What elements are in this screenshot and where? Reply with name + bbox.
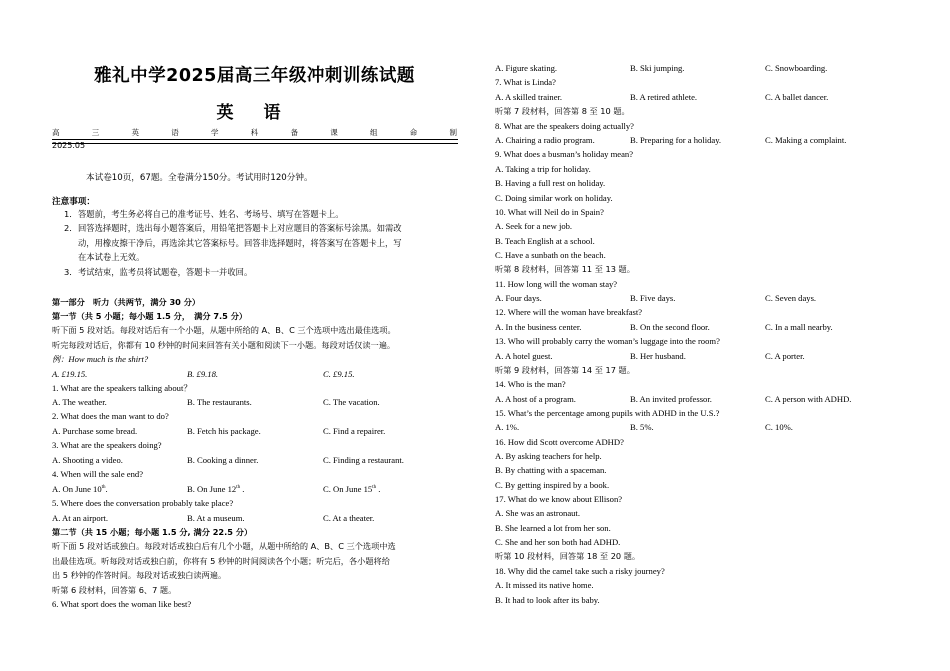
option-6c: C. Snowboarding.	[765, 63, 828, 73]
option-text: A. On June 10	[52, 484, 102, 494]
option-7c: C. A ballet dancer.	[765, 92, 829, 102]
ordinal-suffix: th	[236, 485, 241, 491]
question-14: 14. Who is the man?	[495, 379, 566, 389]
option-14c: C. A person with ADHD.	[765, 394, 852, 404]
option-10c: C. Have a sunbath on the beach.	[495, 250, 606, 260]
section1-instruction: 听完每段对话后，你都有 10 秒钟的时间来回答有关小题和阅读下一小题。每段对话仅读一遍。	[52, 340, 396, 350]
option-6a: A. Figure skating.	[495, 63, 558, 73]
question-12: 12. Where will the woman have breakfast?	[495, 307, 643, 317]
option-3c: C. Finding a restaurant.	[323, 455, 404, 465]
option-2b: B. Fetch his package.	[187, 426, 261, 436]
section1-instruction: 听下面 5 段对话。每段对话后有一个小题，从题中所给的 A、B、C 三个选项中选出最佳选项。	[52, 325, 396, 335]
question-4: 4. When will the sale end?	[52, 469, 144, 479]
question-9: 9. What does a busman’s holiday mean?	[495, 149, 634, 159]
question-1: 1. What are the speakers talking about？	[52, 383, 192, 393]
option-1b: B. The restaurants.	[187, 397, 252, 407]
notes-title: 注意事项：	[52, 197, 95, 207]
committee-char: 制	[449, 128, 457, 137]
option-5b: B. At a museum.	[187, 513, 245, 523]
example-option-b: B. £9.18.	[187, 369, 219, 379]
question-6: 6. What sport does the woman like best?	[52, 599, 192, 609]
section2-instruction: 出最佳选项。听每段对话或独白前，你将有 5 秒钟的时间阅读各个小题；听完后，各小题将给	[52, 556, 390, 566]
option-12c: C. In a mall nearby.	[765, 322, 833, 332]
note-item	[64, 207, 460, 222]
option-7a: A. A skilled trainer.	[495, 92, 563, 102]
option-8c: C. Making a complaint.	[765, 135, 847, 145]
header-rule-bottom	[52, 143, 458, 144]
option-11c: C. Seven days.	[765, 293, 817, 303]
option-4b	[187, 483, 244, 495]
committee-char: 课	[330, 128, 338, 137]
option-17c: C. She and her son both had ADHD.	[495, 537, 621, 547]
question-2: 2. What does the man want to do?	[52, 411, 169, 421]
option-1a: A. The weather.	[52, 397, 107, 407]
option-8a: A. Chairing a radio program.	[495, 135, 595, 145]
committee-char: 三	[91, 128, 100, 137]
option-11b: B. Five days.	[630, 293, 676, 303]
option-4c	[323, 483, 380, 495]
section2-instruction: 听下面 5 段对话或独白。每段对话或独白后有几个小题，从题中所给的 A、B、C 三个选项中选	[52, 541, 396, 551]
option-1c: C. The vacation.	[323, 397, 380, 407]
option-6b: B. Ski jumping.	[630, 63, 685, 73]
option-2a: A. Purchase some bread.	[52, 426, 138, 436]
question-16: 16. How did Scott overcome ADHD?	[495, 437, 624, 447]
material-8-heading: 听第 8 段材料，回答第 11 至 13 题。	[495, 264, 635, 274]
note-number: 2．	[64, 223, 78, 233]
part1-title: 第一部分 听力（共两节，满分 30 分）	[52, 297, 201, 307]
option-5c: C. At a theater.	[323, 513, 375, 523]
note-number: 1．	[64, 209, 78, 219]
option-text: B. On June 12	[187, 484, 237, 494]
option-13a: A. A hotel guest.	[495, 351, 553, 361]
question-15: 15. What’s the percentage among pupils with ADHD in the U.S.?	[495, 408, 720, 418]
option-16b: B. By chatting with a spaceman.	[495, 465, 607, 475]
note-number: 3．	[64, 267, 78, 277]
section1-title: 第一节（共 5 小题；每小题 1.5 分， 满分 7.5 分）	[52, 311, 248, 321]
material-6-heading: 听第 6 段材料，回答第 6、7 题。	[52, 585, 177, 595]
note-item	[64, 265, 460, 280]
option-9a: A. Taking a trip for holiday.	[495, 164, 591, 174]
option-end: .	[242, 484, 245, 494]
question-10: 10. What will Neil do in Spain?	[495, 207, 604, 217]
option-12b: B. On the second floor.	[630, 322, 710, 332]
committee-char: 备	[290, 128, 298, 137]
option-15c: C. 10%.	[765, 422, 793, 432]
option-13c: C. A porter.	[765, 351, 805, 361]
material-10-heading: 听第 10 段材料，回答第 18 至 20 题。	[495, 551, 641, 561]
option-15a: A. 1%.	[495, 422, 520, 432]
option-12a: A. In the business center.	[495, 322, 582, 332]
note-text: 在本试卷上无效。	[78, 252, 145, 262]
option-11a: A. Four days.	[495, 293, 542, 303]
exam-intro: 本试卷10页，67题。全卷满分150分。考试用时120分钟。	[86, 173, 313, 183]
question-3: 3. What are the speakers doing?	[52, 440, 162, 450]
question-8: 8. What are the speakers doing actually?	[495, 121, 634, 131]
committee-char: 科	[250, 128, 259, 137]
material-7-heading: 听第 7 段材料，回答第 8 至 10 题。	[495, 106, 630, 116]
example-label: 例：	[52, 354, 69, 364]
note-item	[64, 221, 460, 265]
committee-char: 学	[211, 128, 219, 137]
material-9-heading: 听第 9 段材料，回答第 14 至 17 题。	[495, 365, 635, 375]
question-13: 13. Who will probably carry the woman’s luggage into the room?	[495, 336, 720, 346]
option-9b: B. Having a full rest on holiday.	[495, 178, 606, 188]
committee-char: 英	[131, 128, 139, 137]
option-14b: B. An invited professor.	[630, 394, 712, 404]
committee-char: 组	[370, 128, 378, 137]
section2-title: 第二节（共 15 小题；每小题 1.5 分, 满分 22.5 分）	[52, 527, 253, 537]
option-13b: B. Her husband.	[630, 351, 686, 361]
question-18: 18. Why did the camel take such a risky journey?	[495, 566, 665, 576]
example-option-a: A. £19.15.	[52, 369, 88, 379]
option-15b: B. 5%.	[630, 422, 654, 432]
option-7b: B. A retired athlete.	[630, 92, 698, 102]
question-5: 5. Where does the conversation probably take place?	[52, 498, 234, 508]
note-text: 回答选择题时，选出每小题答案后，用铅笔把答题卡上对应题目的答案标号涂黑。如需改	[78, 223, 402, 233]
example-option-c: C. £9.15.	[323, 369, 355, 379]
option-8b: B. Preparing for a holiday.	[630, 135, 722, 145]
option-10a: A. Seek for a new job.	[495, 221, 573, 231]
note-text: 答题前，考生务必将自己的准考证号、姓名、考场号、填写在答题卡上。	[78, 209, 344, 219]
note-text: 动，用橡皮擦干净后，再选涂其它答案标号。回答非选择题时，将答案写在答题卡上，写	[78, 237, 402, 248]
option-4a	[52, 483, 108, 495]
committee-char: 语	[171, 128, 179, 137]
option-9c: C. Doing similar work on holiday.	[495, 193, 613, 203]
option-17a: A. She was an astronaut.	[495, 508, 580, 518]
question-11: 11. How long will the woman stay?	[495, 279, 618, 289]
ordinal-suffix: th	[101, 485, 106, 491]
committee-char: 命	[409, 128, 418, 137]
note-text: 考试结束，监考员将试题卷，答题卡一并收回。	[78, 267, 253, 277]
option-18a: A. It missed its native home.	[495, 580, 594, 590]
option-3b: B. Cooking a dinner.	[187, 455, 259, 465]
option-5a: A. At an airport.	[52, 513, 109, 523]
option-18b: B. It had to look after its baby.	[495, 595, 600, 605]
section2-instruction: 出 5 秒钟的作答时间。每段对话或独白读两遍。	[52, 570, 227, 580]
option-end: .	[105, 484, 108, 494]
question-17: 17. What do we know about Ellison?	[495, 494, 623, 504]
option-10b: B. Teach English at a school.	[495, 236, 595, 246]
option-14a: A. A host of a program.	[495, 394, 576, 404]
committee-char: 高	[52, 128, 60, 137]
option-end: .	[378, 484, 381, 494]
question-7: 7. What is Linda?	[495, 77, 556, 87]
option-2c: C. Find a repairer.	[323, 426, 386, 436]
ordinal-suffix: th	[372, 485, 377, 491]
option-17b: B. She learned a lot from her son.	[495, 523, 611, 533]
option-3a: A. Shooting a video.	[52, 455, 123, 465]
option-text: C. On June 15	[323, 484, 373, 494]
example-text: How much is the shirt?	[68, 354, 149, 364]
committee-line	[52, 127, 457, 138]
header-rule-top	[52, 139, 458, 140]
subject-title: 英 语	[216, 103, 293, 123]
exam-date: 2025.05	[52, 141, 86, 150]
example-question	[52, 353, 148, 365]
option-16a: A. By asking teachers for help.	[495, 451, 602, 461]
exam-title: 雅礼中学2025届高三年级冲刺训练试题	[94, 66, 415, 86]
option-16c: C. By getting inspired by a book.	[495, 480, 610, 490]
